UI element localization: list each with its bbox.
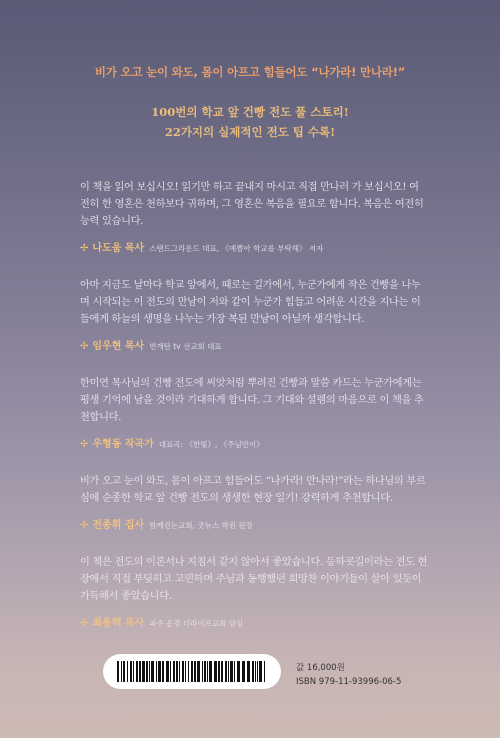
endorser-name: 임우현 목사 bbox=[92, 341, 145, 352]
endorser-role: 스탠드그라운드 대표, 《예쁨아 학교를 부탁해》 저자 bbox=[149, 244, 324, 253]
endorser-role: 함께걷는교회, 굿뉴스 학원 원장 bbox=[149, 521, 253, 530]
endorsement bbox=[80, 473, 428, 532]
endorsement-byline bbox=[80, 334, 428, 353]
endorsement-byline bbox=[80, 611, 428, 630]
endorsement-text: 이 책을 읽어 보십시오! 읽기만 하고 끝내지 마시고 직접 만나러 가 보십시오! 여전히 한 영혼은 천하보다 귀하며, 그 영혼은 복음을 필요로 합니다. 복음은 여전히 능력 있습니다. bbox=[80, 182, 424, 227]
endorsement-byline bbox=[80, 236, 428, 255]
subhead-line: 22가지의 실제적인 전도 팁 수록! bbox=[164, 125, 336, 139]
endorsement-text: 아마 지금도 날마다 학교 앞에서, 때로는 길가에서, 누군가에게 작은 건빵을 나누며 시작되는 이 전도의 만남이 저와 같이 누군가 힘들고 어려운 시간을 지나는 이들에게 하늘의 생명을 나누는 가장 복된 만남이 아닐까 생각합니다. bbox=[80, 280, 421, 325]
cross-icon: ✢ bbox=[80, 439, 89, 450]
price-label: 값 16,000원 bbox=[296, 663, 345, 673]
price-block bbox=[296, 661, 401, 689]
endorsement-text: 한미연 목사님의 건빵 전도에 씨앗처럼 뿌려진 건빵과 말씀 카드는 누군가에게는 평생 기억에 남을 것이라 기대하게 합니다. 그 기대와 설렘의 마음으로 이 책을 추천합니다. bbox=[80, 378, 424, 423]
cover-headline: 비가 오고 눈이 와도, 몸이 아프고 힘들어도 “나가라! 만나라!” bbox=[94, 65, 406, 79]
endorsement-byline bbox=[80, 513, 428, 532]
cross-icon: ✢ bbox=[80, 618, 89, 629]
endorser-role: 파주 운정 더라이프교회 담임 bbox=[149, 619, 244, 628]
endorser-role: 대표곡: 《한빛》, 《주님만이》 bbox=[158, 440, 264, 449]
cross-icon: ✢ bbox=[80, 243, 89, 254]
isbn-number: ISBN 979-11-93996-06-5 bbox=[296, 677, 402, 687]
endorsement-byline bbox=[80, 432, 428, 451]
cross-icon: ✢ bbox=[80, 520, 89, 531]
endorsement bbox=[80, 554, 428, 630]
cover-subhead bbox=[0, 102, 500, 142]
endorsement-text: 이 책은 전도의 이론서나 지침서 같지 않아서 좋았습니다. 등하굣길이라는 전도 현장에서 직접 부딪히고 고민하며 주님과 동행했던 희망찬 이야기들이 살아 있듯이 가득해서 좋았습니다. bbox=[80, 557, 428, 602]
endorsement bbox=[80, 179, 428, 255]
barcode-icon bbox=[117, 661, 267, 682]
endorsement-text: 비가 오고 눈이 와도, 몸이 아프고 힘들어도 “나가라! 만나라!”라는 하나님의 부르심에 순종한 학교 앞 건빵 전도의 생생한 현장 일기! 강력하게 추천합니다. bbox=[80, 476, 426, 504]
subhead-line: 100번의 학교 앞 건빵 전도 풀 스토리! bbox=[151, 105, 349, 119]
endorser-name: 나도움 목사 bbox=[92, 243, 145, 254]
endorsement bbox=[80, 277, 428, 353]
isbn-barcode bbox=[103, 654, 281, 689]
endorser-name: 최용택 목사 bbox=[92, 618, 145, 629]
endorser-name: 우형동 작곡가 bbox=[92, 439, 154, 450]
endorser-name: 전종휘 집사 bbox=[92, 520, 145, 531]
endorser-role: 번개탄 tv 선교회 대표 bbox=[149, 342, 222, 351]
endorsement-list bbox=[80, 179, 428, 652]
cross-icon: ✢ bbox=[80, 341, 89, 352]
endorsement bbox=[80, 375, 428, 451]
